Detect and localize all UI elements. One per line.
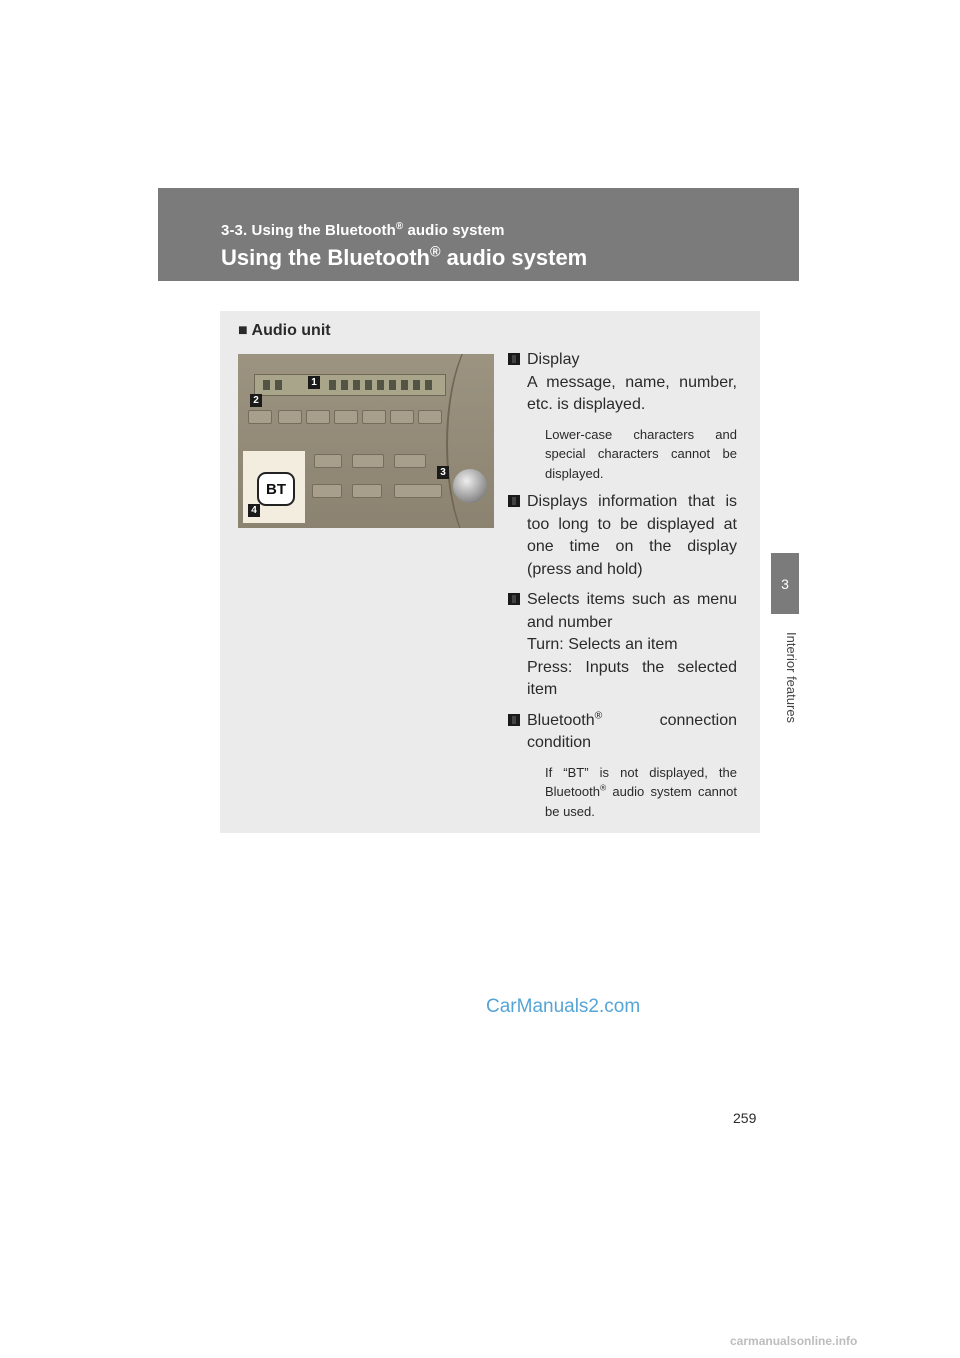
item-note: If “BT” is not displayed, the Bluetooth® audio system cannot be used.	[545, 764, 737, 819]
page-title: Using the Bluetooth® audio system	[221, 244, 588, 270]
list-item: Bluetooth® connection condition If “BT” is not displayed, the Bluetooth® audio system cannot be used.	[508, 710, 737, 822]
watermark-carmanualsonline: carmanualsonline.info	[730, 1334, 858, 1348]
tune-knob	[453, 469, 487, 503]
item-number-3	[508, 593, 520, 605]
callout-2: 2	[250, 394, 262, 407]
item-note: Lower-case characters and special characters cannot be displayed.	[545, 426, 737, 481]
item-list	[508, 349, 737, 829]
audio-unit-photo	[238, 354, 494, 528]
item-number-2	[508, 495, 520, 507]
bt-indicator: BT	[257, 472, 295, 506]
list-item: Displays information that is too long to be displayed at one time on the display (press and hold)	[508, 491, 737, 581]
page-number: 259	[733, 1110, 757, 1126]
callout-3: 3	[437, 466, 449, 479]
item-number-4	[508, 714, 520, 726]
item-number-1	[508, 353, 520, 365]
display-panel	[254, 374, 446, 396]
section-header	[158, 188, 799, 281]
watermark-carmanuals2: CarManuals2.com	[486, 996, 641, 1017]
callout-1: 1	[308, 376, 320, 389]
chapter-tab: 3	[771, 553, 799, 614]
callout-4: 4	[248, 504, 260, 517]
box-title: ■ Audio unit	[238, 322, 331, 339]
list-item: Selects items such as menu and number Turn: Selects an item Press: Inputs the selected item	[508, 589, 737, 702]
preset-buttons	[248, 410, 448, 424]
chapter-label: Interior features	[784, 632, 799, 724]
list-item: Display A message, name, number, etc. is displayed. Lower-case characters and special characters cannot be displayed.	[508, 349, 737, 483]
section-label: 3-3. Using the Bluetooth® audio system	[221, 221, 505, 239]
audio-unit-box	[220, 311, 760, 833]
